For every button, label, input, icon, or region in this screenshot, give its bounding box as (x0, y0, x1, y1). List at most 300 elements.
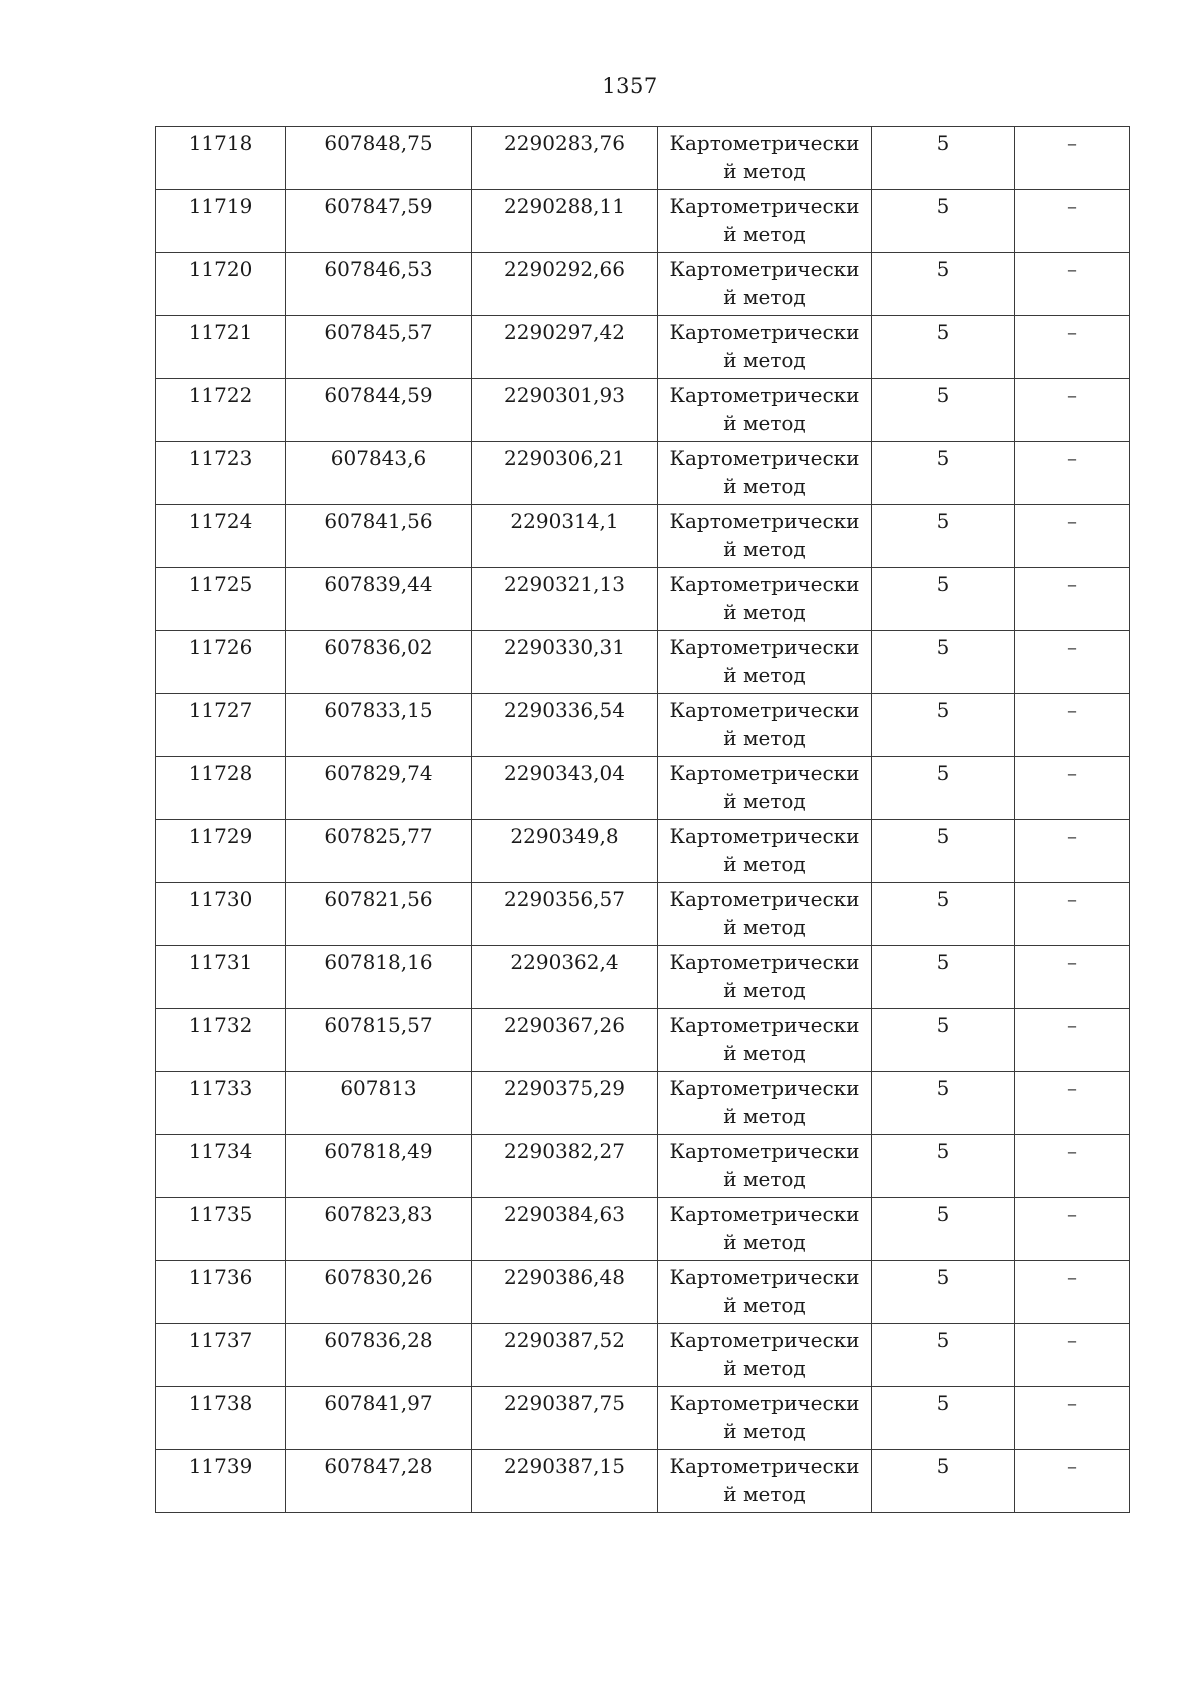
point-id-cell-text: 11738 (188, 1391, 253, 1415)
accuracy-cell-text: 5 (936, 1328, 950, 1352)
method-cell-text: Картометрически (669, 1139, 860, 1163)
point-id-cell (156, 1387, 286, 1450)
method-cell-text: Картометрически (669, 446, 860, 470)
accuracy-cell-text: 5 (936, 1139, 950, 1163)
x-coordinate-cell (286, 505, 472, 568)
y-coordinate-cell-text: 2290288,11 (504, 194, 625, 218)
accuracy-cell (872, 1072, 1015, 1135)
point-id-cell (156, 1198, 286, 1261)
point-id-cell (156, 190, 286, 253)
accuracy-cell-text: 5 (936, 446, 950, 470)
point-id-cell-text: 11723 (188, 446, 253, 470)
y-coordinate-cell-text: 2290349,8 (510, 824, 619, 848)
x-coordinate-cell-text: 607825,77 (324, 824, 433, 848)
point-id-cell (156, 442, 286, 505)
method-cell-text: Картометрически (669, 1454, 860, 1478)
method-cell-text: й метод (723, 1041, 806, 1065)
method-cell-text: й метод (723, 537, 806, 561)
table-row (156, 694, 1130, 757)
accuracy-cell-text: 5 (936, 950, 950, 974)
y-coordinate-cell-text: 2290387,75 (504, 1391, 625, 1415)
note-cell (1015, 1009, 1130, 1072)
method-cell (658, 946, 872, 1009)
x-coordinate-cell (286, 1198, 472, 1261)
accuracy-cell (872, 694, 1015, 757)
accuracy-cell (872, 1009, 1015, 1072)
y-coordinate-cell-text: 2290330,31 (504, 635, 625, 659)
y-coordinate-cell (472, 883, 658, 946)
method-cell-text: Картометрически (669, 761, 860, 785)
point-id-cell-text: 11731 (188, 950, 253, 974)
point-id-cell-text: 11724 (188, 509, 253, 533)
accuracy-cell-text: 5 (936, 572, 950, 596)
point-id-cell-text: 11736 (188, 1265, 253, 1289)
method-cell (658, 442, 872, 505)
note-cell-text: – (1067, 1328, 1077, 1352)
table-row (156, 1387, 1130, 1450)
table-row (156, 946, 1130, 1009)
accuracy-cell-text: 5 (936, 1013, 950, 1037)
note-cell (1015, 190, 1130, 253)
x-coordinate-cell-text: 607836,02 (324, 635, 433, 659)
y-coordinate-cell (472, 568, 658, 631)
method-cell-text: й метод (723, 222, 806, 246)
y-coordinate-cell-text: 2290375,29 (504, 1076, 625, 1100)
method-cell-text: й метод (723, 789, 806, 813)
point-id-cell-text: 11726 (188, 635, 253, 659)
point-id-cell (156, 883, 286, 946)
x-coordinate-cell (286, 379, 472, 442)
y-coordinate-cell-text: 2290387,52 (504, 1328, 625, 1352)
table-row (156, 568, 1130, 631)
note-cell-text: – (1067, 761, 1077, 785)
method-cell-text: Картометрически (669, 824, 860, 848)
x-coordinate-cell (286, 757, 472, 820)
note-cell-text: – (1067, 1139, 1077, 1163)
y-coordinate-cell (472, 316, 658, 379)
accuracy-cell (872, 316, 1015, 379)
table-row (156, 820, 1130, 883)
method-cell-text: й метод (723, 852, 806, 876)
x-coordinate-cell-text: 607847,59 (324, 194, 433, 218)
table-row (156, 1450, 1130, 1513)
note-cell (1015, 946, 1130, 1009)
y-coordinate-cell (472, 379, 658, 442)
method-cell-text: й метод (723, 411, 806, 435)
y-coordinate-cell (472, 1450, 658, 1513)
note-cell-text: – (1067, 131, 1077, 155)
point-id-cell (156, 631, 286, 694)
table-row (156, 631, 1130, 694)
method-cell (658, 820, 872, 883)
accuracy-cell-text: 5 (936, 320, 950, 344)
y-coordinate-cell-text: 2290367,26 (504, 1013, 625, 1037)
method-cell-text: й метод (723, 726, 806, 750)
note-cell-text: – (1067, 383, 1077, 407)
y-coordinate-cell (472, 631, 658, 694)
note-cell-text: – (1067, 572, 1077, 596)
accuracy-cell-text: 5 (936, 1391, 950, 1415)
method-cell-text: Картометрически (669, 383, 860, 407)
method-cell-text: Картометрически (669, 320, 860, 344)
method-cell-text: Картометрически (669, 131, 860, 155)
y-coordinate-cell-text: 2290306,21 (504, 446, 625, 470)
table-row (156, 316, 1130, 379)
accuracy-cell (872, 1198, 1015, 1261)
method-cell (658, 1450, 872, 1513)
note-cell-text: – (1067, 950, 1077, 974)
x-coordinate-cell (286, 316, 472, 379)
point-id-cell (156, 1450, 286, 1513)
method-cell-text: Картометрически (669, 509, 860, 533)
accuracy-cell (872, 379, 1015, 442)
method-cell-text: й метод (723, 915, 806, 939)
accuracy-cell (872, 1387, 1015, 1450)
accuracy-cell-text: 5 (936, 761, 950, 785)
y-coordinate-cell (472, 442, 658, 505)
accuracy-cell-text: 5 (936, 194, 950, 218)
method-cell (658, 1198, 872, 1261)
x-coordinate-cell-text: 607821,56 (324, 887, 433, 911)
accuracy-cell (872, 1450, 1015, 1513)
accuracy-cell-text: 5 (936, 383, 950, 407)
method-cell (658, 1324, 872, 1387)
x-coordinate-cell (286, 946, 472, 1009)
method-cell-text: й метод (723, 663, 806, 687)
note-cell (1015, 253, 1130, 316)
point-id-cell (156, 757, 286, 820)
accuracy-cell-text: 5 (936, 1076, 950, 1100)
x-coordinate-cell-text: 607823,83 (324, 1202, 433, 1226)
note-cell-text: – (1067, 1391, 1077, 1415)
y-coordinate-cell-text: 2290297,42 (504, 320, 625, 344)
x-coordinate-cell-text: 607829,74 (324, 761, 433, 785)
x-coordinate-cell (286, 1450, 472, 1513)
point-id-cell (156, 694, 286, 757)
accuracy-cell (872, 1135, 1015, 1198)
y-coordinate-cell-text: 2290301,93 (504, 383, 625, 407)
y-coordinate-cell (472, 694, 658, 757)
note-cell (1015, 505, 1130, 568)
accuracy-cell-text: 5 (936, 635, 950, 659)
note-cell-text: – (1067, 1202, 1077, 1226)
method-cell-text: й метод (723, 348, 806, 372)
coordinates-table (155, 126, 1130, 1513)
method-cell-text: й метод (723, 1482, 806, 1506)
method-cell-text: Картометрически (669, 950, 860, 974)
y-coordinate-cell (472, 253, 658, 316)
table-row (156, 190, 1130, 253)
method-cell (658, 379, 872, 442)
method-cell-text: й метод (723, 1167, 806, 1191)
table-row (156, 1135, 1130, 1198)
point-id-cell-text: 11729 (188, 824, 253, 848)
point-id-cell (156, 568, 286, 631)
method-cell (658, 316, 872, 379)
method-cell (658, 694, 872, 757)
note-cell (1015, 1450, 1130, 1513)
x-coordinate-cell (286, 1135, 472, 1198)
method-cell (658, 1072, 872, 1135)
accuracy-cell-text: 5 (936, 1265, 950, 1289)
point-id-cell (156, 1324, 286, 1387)
note-cell-text: – (1067, 446, 1077, 470)
accuracy-cell (872, 820, 1015, 883)
point-id-cell (156, 820, 286, 883)
x-coordinate-cell-text: 607846,53 (324, 257, 433, 281)
point-id-cell (156, 1261, 286, 1324)
method-cell (658, 253, 872, 316)
note-cell (1015, 1261, 1130, 1324)
y-coordinate-cell (472, 505, 658, 568)
method-cell (658, 1387, 872, 1450)
note-cell (1015, 757, 1130, 820)
point-id-cell (156, 379, 286, 442)
method-cell (658, 883, 872, 946)
method-cell-text: й метод (723, 1419, 806, 1443)
x-coordinate-cell-text: 607844,59 (324, 383, 433, 407)
x-coordinate-cell-text: 607818,16 (324, 950, 433, 974)
method-cell (658, 1009, 872, 1072)
method-cell-text: Картометрически (669, 194, 860, 218)
x-coordinate-cell (286, 127, 472, 190)
x-coordinate-cell (286, 1009, 472, 1072)
table-row (156, 379, 1130, 442)
table-row (156, 757, 1130, 820)
method-cell-text: Картометрически (669, 572, 860, 596)
page-number: 1357 (602, 74, 658, 98)
note-cell-text: – (1067, 1265, 1077, 1289)
method-cell (658, 631, 872, 694)
accuracy-cell-text: 5 (936, 257, 950, 281)
y-coordinate-cell-text: 2290336,54 (504, 698, 625, 722)
y-coordinate-cell (472, 820, 658, 883)
table-row (156, 253, 1130, 316)
table-row (156, 505, 1130, 568)
x-coordinate-cell (286, 1261, 472, 1324)
accuracy-cell (872, 127, 1015, 190)
table-row (156, 883, 1130, 946)
note-cell (1015, 883, 1130, 946)
table-row (156, 1072, 1130, 1135)
y-coordinate-cell (472, 1135, 658, 1198)
note-cell (1015, 442, 1130, 505)
x-coordinate-cell-text: 607818,49 (324, 1139, 433, 1163)
y-coordinate-cell (472, 1198, 658, 1261)
method-cell (658, 1261, 872, 1324)
point-id-cell (156, 1072, 286, 1135)
point-id-cell (156, 1135, 286, 1198)
table-row (156, 1009, 1130, 1072)
y-coordinate-cell (472, 1261, 658, 1324)
y-coordinate-cell-text: 2290356,57 (504, 887, 625, 911)
y-coordinate-cell-text: 2290283,76 (504, 131, 625, 155)
note-cell-text: – (1067, 320, 1077, 344)
x-coordinate-cell (286, 442, 472, 505)
x-coordinate-cell-text: 607833,15 (324, 698, 433, 722)
table-row (156, 127, 1130, 190)
note-cell-text: – (1067, 824, 1077, 848)
method-cell-text: й метод (723, 1230, 806, 1254)
table-row (156, 1198, 1130, 1261)
x-coordinate-cell (286, 883, 472, 946)
point-id-cell-text: 11739 (188, 1454, 253, 1478)
x-coordinate-cell-text: 607815,57 (324, 1013, 433, 1037)
note-cell-text: – (1067, 509, 1077, 533)
point-id-cell-text: 11732 (188, 1013, 253, 1037)
table-row (156, 1324, 1130, 1387)
x-coordinate-cell-text: 607836,28 (324, 1328, 433, 1352)
x-coordinate-cell (286, 1072, 472, 1135)
x-coordinate-cell-text: 607841,97 (324, 1391, 433, 1415)
accuracy-cell-text: 5 (936, 509, 950, 533)
method-cell-text: Картометрически (669, 1391, 860, 1415)
method-cell-text: Картометрически (669, 1076, 860, 1100)
y-coordinate-cell (472, 946, 658, 1009)
point-id-cell-text: 11734 (188, 1139, 253, 1163)
note-cell (1015, 820, 1130, 883)
y-coordinate-cell-text: 2290387,15 (504, 1454, 625, 1478)
note-cell (1015, 316, 1130, 379)
point-id-cell-text: 11721 (188, 320, 253, 344)
accuracy-cell-text: 5 (936, 698, 950, 722)
y-coordinate-cell (472, 1387, 658, 1450)
accuracy-cell (872, 1324, 1015, 1387)
method-cell-text: й метод (723, 285, 806, 309)
y-coordinate-cell-text: 2290386,48 (504, 1265, 625, 1289)
point-id-cell (156, 505, 286, 568)
point-id-cell-text: 11737 (188, 1328, 253, 1352)
method-cell-text: Картометрически (669, 635, 860, 659)
note-cell-text: – (1067, 635, 1077, 659)
accuracy-cell (872, 631, 1015, 694)
table-row (156, 1261, 1130, 1324)
method-cell (658, 505, 872, 568)
method-cell-text: Картометрически (669, 1013, 860, 1037)
y-coordinate-cell (472, 127, 658, 190)
note-cell (1015, 1072, 1130, 1135)
x-coordinate-cell-text: 607848,75 (324, 131, 433, 155)
note-cell-text: – (1067, 698, 1077, 722)
note-cell (1015, 568, 1130, 631)
note-cell (1015, 127, 1130, 190)
note-cell (1015, 1387, 1130, 1450)
accuracy-cell (872, 946, 1015, 1009)
y-coordinate-cell-text: 2290343,04 (504, 761, 625, 785)
accuracy-cell (872, 568, 1015, 631)
note-cell-text: – (1067, 194, 1077, 218)
point-id-cell (156, 946, 286, 1009)
method-cell-text: й метод (723, 1293, 806, 1317)
x-coordinate-cell-text: 607847,28 (324, 1454, 433, 1478)
point-id-cell-text: 11725 (188, 572, 253, 596)
note-cell (1015, 1324, 1130, 1387)
x-coordinate-cell (286, 694, 472, 757)
table-row (156, 442, 1130, 505)
point-id-cell-text: 11720 (188, 257, 253, 281)
note-cell (1015, 631, 1130, 694)
method-cell (658, 757, 872, 820)
accuracy-cell (872, 253, 1015, 316)
method-cell (658, 127, 872, 190)
y-coordinate-cell-text: 2290384,63 (504, 1202, 625, 1226)
accuracy-cell-text: 5 (936, 1454, 950, 1478)
point-id-cell-text: 11733 (188, 1076, 253, 1100)
x-coordinate-cell-text: 607845,57 (324, 320, 433, 344)
y-coordinate-cell (472, 190, 658, 253)
note-cell-text: – (1067, 1454, 1077, 1478)
note-cell (1015, 694, 1130, 757)
method-cell-text: й метод (723, 159, 806, 183)
method-cell-text: Картометрически (669, 257, 860, 281)
point-id-cell-text: 11718 (188, 131, 253, 155)
y-coordinate-cell-text: 2290314,1 (510, 509, 619, 533)
point-id-cell (156, 127, 286, 190)
accuracy-cell (872, 505, 1015, 568)
method-cell (658, 190, 872, 253)
note-cell-text: – (1067, 257, 1077, 281)
y-coordinate-cell-text: 2290321,13 (504, 572, 625, 596)
note-cell-text: – (1067, 1076, 1077, 1100)
point-id-cell (156, 253, 286, 316)
point-id-cell-text: 11728 (188, 761, 253, 785)
accuracy-cell (872, 883, 1015, 946)
accuracy-cell-text: 5 (936, 824, 950, 848)
method-cell-text: Картометрически (669, 1202, 860, 1226)
x-coordinate-cell-text: 607843,6 (330, 446, 427, 470)
method-cell-text: Картометрически (669, 887, 860, 911)
y-coordinate-cell (472, 1009, 658, 1072)
y-coordinate-cell-text: 2290362,4 (510, 950, 619, 974)
x-coordinate-cell-text: 607830,26 (324, 1265, 433, 1289)
x-coordinate-cell (286, 631, 472, 694)
x-coordinate-cell (286, 190, 472, 253)
x-coordinate-cell-text: 607839,44 (324, 572, 433, 596)
note-cell (1015, 379, 1130, 442)
x-coordinate-cell-text: 607813 (340, 1076, 417, 1100)
accuracy-cell (872, 442, 1015, 505)
point-id-cell (156, 1009, 286, 1072)
note-cell (1015, 1135, 1130, 1198)
point-id-cell-text: 11727 (188, 698, 253, 722)
method-cell (658, 1135, 872, 1198)
x-coordinate-cell (286, 253, 472, 316)
x-coordinate-cell (286, 568, 472, 631)
accuracy-cell-text: 5 (936, 1202, 950, 1226)
point-id-cell (156, 316, 286, 379)
point-id-cell-text: 11735 (188, 1202, 253, 1226)
note-cell-text: – (1067, 1013, 1077, 1037)
y-coordinate-cell-text: 2290292,66 (504, 257, 625, 281)
note-cell-text: – (1067, 887, 1077, 911)
x-coordinate-cell-text: 607841,56 (324, 509, 433, 533)
x-coordinate-cell (286, 1387, 472, 1450)
point-id-cell-text: 11730 (188, 887, 253, 911)
method-cell-text: й метод (723, 1356, 806, 1380)
table-body (156, 127, 1130, 1513)
x-coordinate-cell (286, 820, 472, 883)
accuracy-cell (872, 190, 1015, 253)
accuracy-cell (872, 757, 1015, 820)
y-coordinate-cell (472, 1324, 658, 1387)
method-cell-text: Картометрически (669, 1265, 860, 1289)
y-coordinate-cell (472, 757, 658, 820)
y-coordinate-cell (472, 1072, 658, 1135)
point-id-cell-text: 11719 (188, 194, 253, 218)
method-cell-text: й метод (723, 474, 806, 498)
method-cell-text: Картометрически (669, 698, 860, 722)
accuracy-cell-text: 5 (936, 131, 950, 155)
